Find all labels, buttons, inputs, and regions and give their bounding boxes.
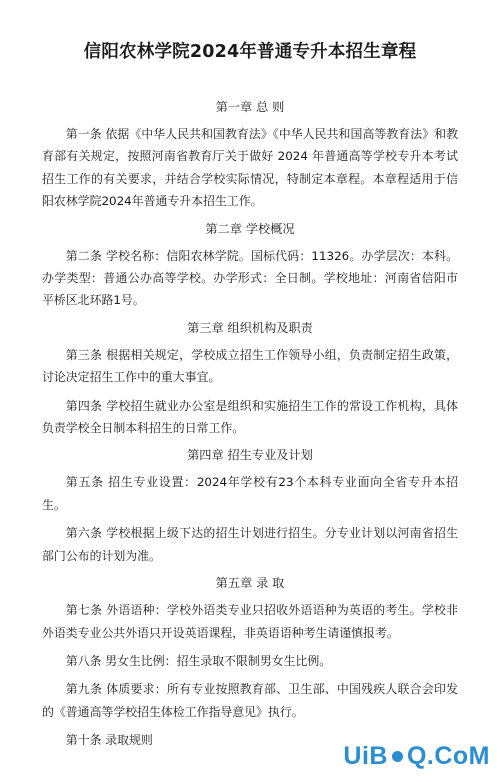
- article-paragraph: 第一条 依据《中华人民共和国教育法》《中华人民共和国高等教育法》和教育部有关规定，按照河南省教育厅关于做好 2024 年普通高等学校专升本考试招生工作的有关要求，并结合学校实际情况，特制定本章程。本章程适用于信阳农林学院2024年普通专升本招生工作。: [42, 127, 458, 209]
- chapter-heading: 第二章 学校概况: [205, 221, 295, 236]
- site-watermark-logo: [343, 739, 490, 773]
- watermark-dot-icon: [392, 751, 403, 762]
- chapter-3: [42, 318, 458, 440]
- article-paragraph: 第八条 男女生比例：招生录取不限制男女生比例。: [65, 653, 332, 668]
- article-paragraph: 第七条 外语语种：学校外语类专业只招收外语语种为英语的考生。学校非外语类专业公共外语只开设英语课程，非英语语种考生请谨慎报考。: [42, 603, 458, 640]
- chapter-heading: 第五章 录 取: [215, 576, 285, 591]
- chapter-4: [42, 445, 458, 567]
- article-paragraph: 第五条 招生专业设置：2024年学校有23个本科专业面向全省专升本招生。: [42, 475, 458, 512]
- chapter-heading: 第三章 组织机构及职责: [187, 320, 313, 335]
- article-paragraph: 第六条 学校根据上级下达的招生计划进行招生。分专业计划以河南省招生部门公布的计划为准。: [42, 526, 458, 563]
- article-paragraph: 第二条 学校名称：信阳农林学院。国标代码：11326。办学层次：本科。办学类型：普通公办高等学校。办学形式：全日制。学校地址：河南省信阳市平桥区北环路1号。: [42, 248, 458, 308]
- article-paragraph: 第四条 学校招生就业办公室是组织和实施招生工作的常设工作机构，具体负责学校全日制本科招生的日常工作。: [42, 398, 458, 436]
- article-paragraph: 第九条 体质要求：所有专业按照教育部、卫生部、中国残疾人联合会印发的《普通高等学校招生体检工作指导意见》执行。: [42, 682, 458, 719]
- chapter-heading: 第四章 招生专业及计划: [187, 448, 313, 463]
- article-paragraph: 第三条 根据相关规定，学校成立招生工作领导小组，负责制定招生政策，讨论决定招生工作中的重大事宜。: [42, 347, 458, 385]
- chapter-1: [42, 97, 458, 213]
- article-paragraph: 第十条 录取规则: [65, 733, 153, 748]
- chapter-2: [42, 219, 458, 312]
- chapter-heading: 第一章 总 则: [215, 100, 285, 114]
- document-title: 信阳农林学院2024年普通专升本招生章程: [83, 42, 417, 62]
- chapter-5: [42, 573, 458, 751]
- watermark-text-left: UiB: [343, 741, 388, 770]
- watermark-text-right: Q.CoM: [406, 741, 490, 770]
